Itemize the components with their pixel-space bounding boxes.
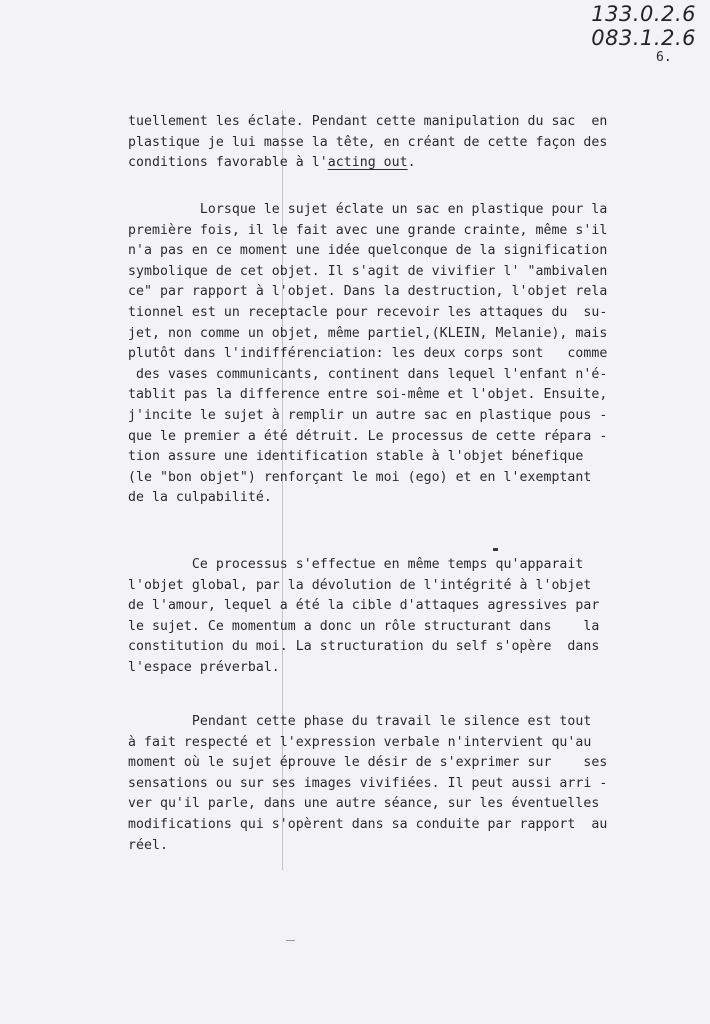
margin-tick-mark: [286, 940, 295, 941]
text-line: tuellement les éclate. Pendant cette manipulation du sac en: [128, 114, 608, 129]
underlined-term: acting out: [327, 155, 408, 171]
text-line: [128, 153, 658, 174]
text-line: ver qu'il parle, dans une autre séance, sur les éventuelles: [128, 796, 600, 812]
text-line: à fait respecté et l'expression verbale n'intervient qu'au: [128, 734, 592, 750]
text-line: ce" par rapport à l'objet. Dans la destruction, l'objet rela: [128, 284, 608, 300]
text-line: plastique je lui masse la tête, en créant de cette façon des: [128, 134, 608, 150]
paragraph-1: [128, 112, 658, 174]
text-line: j'incite le sujet à remplir un autre sac en plastique pous -: [128, 407, 608, 423]
paragraph-3: [128, 555, 658, 679]
text-fragment: .: [407, 155, 416, 171]
text-line: modifications qui s'opèrent dans sa conduite par rapport au: [128, 816, 608, 832]
text-line: première fois, il le fait avec une grande crainte, même s'il: [128, 222, 608, 238]
text-line: sensations ou sur ses images vivifiées. Il peut aussi arri -: [128, 775, 608, 791]
text-line: tablit pas la difference entre soi-même et l'objet. Ensuite,: [128, 387, 608, 403]
text-line: Ce processus s'effectue en même temps qu'apparait: [128, 557, 584, 572]
text-line: (le "bon objet") renforçant le moi (ego) et en l'exemptant: [128, 469, 592, 485]
page-number: 6.: [656, 50, 672, 65]
text-line: Pendant cette phase du travail le silence est tout: [128, 714, 592, 729]
text-line: tion assure une identification stable à l'objet bénefique: [128, 449, 584, 465]
text-line: symbolique de cet objet. Il s'agit de vivifier l' "ambivalen: [128, 263, 608, 279]
ink-dash-mark: [493, 548, 498, 551]
handwritten-reference-numbers: [591, 2, 696, 50]
text-line: tionnel est un receptacle pour recevoir les attaques du su-: [128, 304, 608, 320]
text-line: le sujet. Ce momentum a donc un rôle structurant dans la: [128, 618, 600, 634]
text-line: n'a pas en ce moment une idée quelconque de la signification: [128, 243, 608, 259]
text-fragment: conditions favorable à l': [128, 155, 328, 171]
text-line: constitution du moi. La structuration du self s'opère dans: [128, 639, 600, 655]
text-line: plutôt dans l'indifférenciation: les deux corps sont comme: [128, 346, 608, 362]
text-line: moment où le sujet éprouve le désir de s'exprimer sur ses: [128, 755, 608, 771]
text-line: l'objet global, par la dévolution de l'intégrité à l'objet: [128, 577, 592, 593]
paragraph-4: [128, 712, 658, 856]
text-line: l'espace préverbal.: [128, 659, 280, 675]
text-line: de la culpabilité.: [128, 490, 272, 506]
text-line: que le premier a été détruit. Le processus de cette répara -: [128, 428, 608, 444]
paragraph-2: [128, 200, 658, 509]
text-line: jet, non comme un objet, même partiel,(KLEIN, Melanie), mais: [128, 325, 608, 341]
text-line: réel.: [128, 837, 168, 853]
text-line: des vases communicants, continent dans lequel l'enfant n'é-: [128, 366, 608, 382]
text-line: de l'amour, lequel a été la cible d'attaques agressives par: [128, 598, 600, 614]
text-line: Lorsque le sujet éclate un sac en plastique pour la: [128, 202, 608, 217]
reference-number-1: 133.0.2.6: [591, 2, 696, 26]
reference-number-2: 083.1.2.6: [591, 26, 696, 50]
